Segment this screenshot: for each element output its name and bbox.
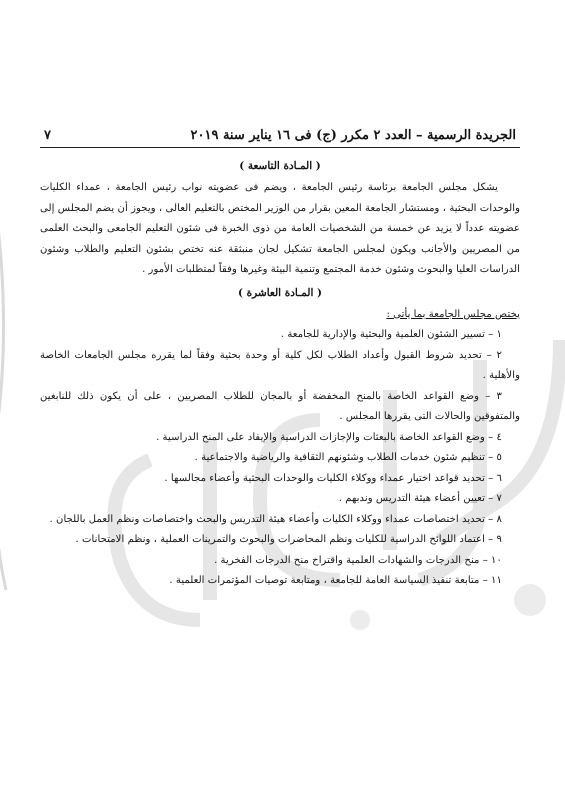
list-item: ٤ – وضع القواعد الخاصة بالبعثات والإجازات الدراسية والإيفاد على المنح الدراسية . xyxy=(156,431,502,443)
article-9-text: يشكل مجلس الجامعة برئاسة رئيس الجامعة ، ويضم فى عضويته نواب رئيس الجامعة ، عمداء الكليات والوحدات البحثية ، ومستشار الجامعة المعين بقرار من الوزير المختص بالتعليم العالى ، ويجوز أن يضم المجلس إلى عضويته عدداً لا يزيد عن خمسة من الشخصيات العامة من ذوى الخبرة فى شئون التعليم الجامعى والبحث العلمى من المصريين والأجانب ويكون لمجلس الجامعة تشكيل لجان منبثقة عنه تختص بشئون التعليم والطلاب وشئون الدراسات العليا والبحوث وشئون خدمة المجتمع وتنمية البيئة وغيرها وفقاً لمتطلبات الأمور . xyxy=(40,182,520,275)
list-item: ٢ – تحديد شروط القبول وأعداد الطلاب لكل كلية أو وحدة بحثية وفقاً لما يقرره مجلس الجامعات الخاصة والأهلية . xyxy=(40,349,520,381)
page-number: ٧ xyxy=(44,128,51,143)
list-item: ٨ – تحديد اختصاصات عمداء ووكلاء الكليات وأعضاء هيئة التدريس والبحث واختصاصات ونظم العمل باللجان . xyxy=(49,513,502,525)
list-item: ١٠ – منح الدرجات والشهادات العلمية واقتراح منح الدرجات الفخرية . xyxy=(214,554,502,566)
page-header xyxy=(40,128,520,147)
list-item: ٥ – تنظيم شئون خدمات الطلاب وشئونهم الثقافية والرياضية والاجتماعية . xyxy=(194,452,502,463)
gazette-page xyxy=(40,128,520,592)
list-item: ٣ – وضع القواعد الخاصة بالمنح المخفضة أو بالمجان للطلاب المصريين ، على أن يكون ذلك للنابغين والمتفوقين والحالات التى يقررها المجلس . xyxy=(40,390,520,422)
list-item: ١ – تسيير الشئون العلمية والبحثية والإدارية للجامعة . xyxy=(280,329,502,340)
article-10-title: ( المـادة العاشرة ) xyxy=(237,286,322,299)
stamp-graphic xyxy=(0,180,14,610)
list-item: ١١ – متابعة تنفيذ السياسة العامة للجامعة ، ومتابعة توصيات المؤتمرات العلمية . xyxy=(169,575,502,586)
publication-line: الجريدة الرسمية – العدد ٢ مكرر (ج) فى ١٦ يناير سنة ٢٠١٩ xyxy=(190,128,516,143)
article-10-intro: يختص مجلس الجامعة بما يأتى : xyxy=(386,308,520,320)
header-rule xyxy=(40,147,520,148)
list-item: ٧ – تعيين أعضاء هيئة التدريس وندبهم . xyxy=(338,493,502,504)
list-item: ٦ – تحديد قواعد اختيار عمداء ووكلاء الكليات والوحدات البحثية وأعضاء مجالسها . xyxy=(164,472,502,484)
list-item: ٩ – اعتماد اللوائح الدراسية للكليات ونظم المحاضرات والبحوث والتمرينات العملية ، ونظم الامتحانات . xyxy=(75,534,502,545)
article-9-title: ( المـادة التاسعة ) xyxy=(239,160,321,172)
